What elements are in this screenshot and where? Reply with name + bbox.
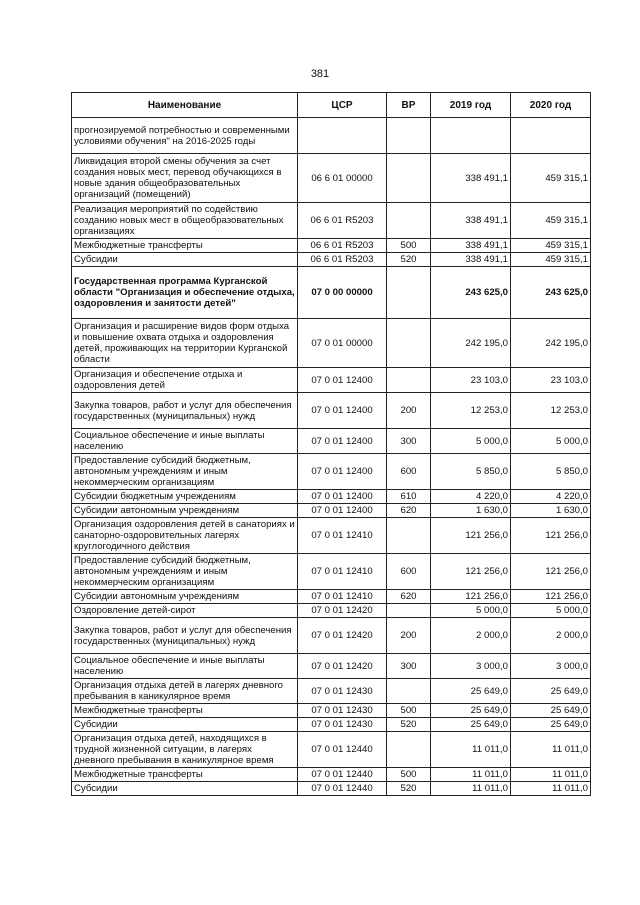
row-2020-cell: 1 630,0: [511, 504, 591, 518]
row-csr-cell: 07 0 01 12420: [298, 618, 387, 654]
row-2020-cell: 459 315,1: [511, 154, 591, 203]
row-csr-cell: 07 0 01 00000: [298, 319, 387, 368]
row-2020-cell: 3 000,0: [511, 654, 591, 679]
row-vr-cell: [387, 604, 431, 618]
row-name-cell: Предоставление субсидий бюджетным, автономным учреждениям и иным некоммерческим организациям: [72, 454, 298, 490]
row-name-cell: Ликвидация второй смены обучения за счет создания новых мест, перевод обучающихся в новые здания общеобразовательных организаций (помещений): [72, 154, 298, 203]
row-csr-cell: 07 0 01 12410: [298, 590, 387, 604]
row-csr-cell: 07 0 01 12440: [298, 782, 387, 796]
row-csr-cell: 07 0 01 12400: [298, 429, 387, 454]
row-name-cell: Субсидии: [72, 782, 298, 796]
row-csr-cell: 06 6 01 R5203: [298, 253, 387, 267]
table-row: [72, 319, 591, 368]
row-vr-cell: [387, 679, 431, 704]
row-vr-cell: [387, 518, 431, 554]
row-2019-cell: 12 253,0: [431, 393, 511, 429]
row-csr-cell: 07 0 01 12430: [298, 718, 387, 732]
row-csr-cell: 07 0 01 12410: [298, 518, 387, 554]
row-2019-cell: 11 011,0: [431, 768, 511, 782]
row-name-cell: Организация оздоровления детей в санаториях и санаторно-оздоровительных лагерях круглогодичного действия: [72, 518, 298, 554]
row-csr-cell: 07 0 01 12430: [298, 679, 387, 704]
row-vr-cell: 520: [387, 253, 431, 267]
row-vr-cell: 300: [387, 654, 431, 679]
row-csr-cell: 07 0 00 00000: [298, 267, 387, 319]
row-vr-cell: 520: [387, 718, 431, 732]
row-2019-cell: 11 011,0: [431, 782, 511, 796]
table-row: [72, 118, 591, 154]
row-2019-cell: 5 850,0: [431, 454, 511, 490]
row-csr-cell: 07 0 01 12420: [298, 654, 387, 679]
row-2020-cell: 243 625,0: [511, 267, 591, 319]
row-csr-cell: 07 0 01 12420: [298, 604, 387, 618]
header-csr: ЦСР: [298, 93, 387, 118]
row-2019-cell: 242 195,0: [431, 319, 511, 368]
table-row: [72, 203, 591, 239]
row-name-cell: Субсидии бюджетным учреждениям: [72, 490, 298, 504]
table-row: [72, 518, 591, 554]
row-2020-cell: 25 649,0: [511, 718, 591, 732]
table-row: [72, 768, 591, 782]
row-2019-cell: 338 491,1: [431, 239, 511, 253]
row-name-cell: Социальное обеспечение и иные выплаты населению: [72, 654, 298, 679]
row-name-cell: Закупка товаров, работ и услуг для обеспечения государственных (муниципальных) нужд: [72, 618, 298, 654]
row-name-cell: Межбюджетные трансферты: [72, 768, 298, 782]
row-csr-cell: 07 0 01 12400: [298, 368, 387, 393]
row-2020-cell: 2 000,0: [511, 618, 591, 654]
row-vr-cell: 600: [387, 454, 431, 490]
row-2020-cell: 4 220,0: [511, 490, 591, 504]
table-row: [72, 654, 591, 679]
row-csr-cell: 07 0 01 12400: [298, 490, 387, 504]
row-2019-cell: 121 256,0: [431, 554, 511, 590]
row-vr-cell: 200: [387, 393, 431, 429]
row-2020-cell: 25 649,0: [511, 679, 591, 704]
row-vr-cell: 500: [387, 768, 431, 782]
row-2019-cell: 338 491,1: [431, 253, 511, 267]
row-vr-cell: 500: [387, 704, 431, 718]
row-2020-cell: 121 256,0: [511, 590, 591, 604]
row-name-cell: Организация и обеспечение отдыха и оздоровления детей: [72, 368, 298, 393]
row-name-cell: Субсидии автономным учреждениям: [72, 590, 298, 604]
row-vr-cell: 600: [387, 554, 431, 590]
budget-table: [71, 92, 591, 796]
row-vr-cell: 610: [387, 490, 431, 504]
row-2019-cell: 11 011,0: [431, 732, 511, 768]
table-row: [72, 239, 591, 253]
row-name-cell: Оздоровление детей-сирот: [72, 604, 298, 618]
row-2020-cell: 11 011,0: [511, 782, 591, 796]
row-csr-cell: 07 0 01 12410: [298, 554, 387, 590]
row-name-cell: Организация отдыха детей в лагерях дневного пребывания в каникулярное время: [72, 679, 298, 704]
row-2020-cell: 23 103,0: [511, 368, 591, 393]
table-body: [72, 118, 591, 796]
row-vr-cell: 620: [387, 590, 431, 604]
row-2019-cell: 25 649,0: [431, 704, 511, 718]
row-vr-cell: [387, 319, 431, 368]
table-row: [72, 429, 591, 454]
row-2019-cell: 2 000,0: [431, 618, 511, 654]
row-2019-cell: 3 000,0: [431, 654, 511, 679]
row-name-cell: Организация отдыха детей, находящихся в трудной жизненной ситуации, в лагерях дневного пребывания в каникулярное время: [72, 732, 298, 768]
row-vr-cell: [387, 154, 431, 203]
table-row: [72, 732, 591, 768]
row-2019-cell: 5 000,0: [431, 604, 511, 618]
row-2020-cell: 121 256,0: [511, 518, 591, 554]
row-name-cell: Реализация мероприятий по содействию созданию новых мест в общеобразовательных организациях: [72, 203, 298, 239]
row-csr-cell: 07 0 01 12400: [298, 454, 387, 490]
row-csr-cell: 06 6 01 R5203: [298, 203, 387, 239]
row-2020-cell: 459 315,1: [511, 239, 591, 253]
row-2020-cell: 11 011,0: [511, 732, 591, 768]
row-2020-cell: 25 649,0: [511, 704, 591, 718]
header-2019: 2019 год: [431, 93, 511, 118]
row-vr-cell: 620: [387, 504, 431, 518]
table-row: [72, 618, 591, 654]
row-name-cell: Субсидии: [72, 253, 298, 267]
row-2019-cell: 121 256,0: [431, 590, 511, 604]
row-2019-cell: 23 103,0: [431, 368, 511, 393]
row-csr-cell: 07 0 01 12430: [298, 704, 387, 718]
table-row: [72, 154, 591, 203]
header-vr: ВР: [387, 93, 431, 118]
row-2019-cell: 243 625,0: [431, 267, 511, 319]
table-row: [72, 267, 591, 319]
row-2019-cell: [431, 118, 511, 154]
row-2020-cell: 12 253,0: [511, 393, 591, 429]
row-2020-cell: 242 195,0: [511, 319, 591, 368]
row-2020-cell: 121 256,0: [511, 554, 591, 590]
row-csr-cell: [298, 118, 387, 154]
row-csr-cell: 07 0 01 12440: [298, 732, 387, 768]
row-name-cell: Межбюджетные трансферты: [72, 704, 298, 718]
row-vr-cell: [387, 732, 431, 768]
row-name-cell: Государственная программа Курганской области "Организация и обеспечение отдыха, оздоровления и занятости детей": [72, 267, 298, 319]
page-number: 381: [310, 68, 330, 80]
row-csr-cell: 06 6 01 00000: [298, 154, 387, 203]
row-name-cell: Закупка товаров, работ и услуг для обеспечения государственных (муниципальных) нужд: [72, 393, 298, 429]
row-2020-cell: 5 000,0: [511, 604, 591, 618]
table-row: [72, 554, 591, 590]
row-2019-cell: 121 256,0: [431, 518, 511, 554]
table-row: [72, 454, 591, 490]
row-2020-cell: 5 000,0: [511, 429, 591, 454]
table-row: [72, 782, 591, 796]
row-vr-cell: [387, 368, 431, 393]
row-vr-cell: [387, 203, 431, 239]
row-csr-cell: 07 0 01 12400: [298, 393, 387, 429]
table-row: [72, 253, 591, 267]
row-name-cell: прогнозируемой потребностью и современными условиями обучения" на 2016-2025 годы: [72, 118, 298, 154]
row-2020-cell: 11 011,0: [511, 768, 591, 782]
table-row: [72, 679, 591, 704]
row-name-cell: Межбюджетные трансферты: [72, 239, 298, 253]
row-vr-cell: 200: [387, 618, 431, 654]
table-row: [72, 604, 591, 618]
row-2020-cell: [511, 118, 591, 154]
row-name-cell: Субсидии: [72, 718, 298, 732]
table-row: [72, 504, 591, 518]
table-row: [72, 590, 591, 604]
row-2019-cell: 338 491,1: [431, 154, 511, 203]
row-vr-cell: 300: [387, 429, 431, 454]
row-2020-cell: 459 315,1: [511, 203, 591, 239]
row-2019-cell: 1 630,0: [431, 504, 511, 518]
table-row: [72, 368, 591, 393]
row-2019-cell: 338 491,1: [431, 203, 511, 239]
row-vr-cell: [387, 118, 431, 154]
row-name-cell: Социальное обеспечение и иные выплаты населению: [72, 429, 298, 454]
table-header-row: [72, 93, 591, 118]
row-name-cell: Организация и расширение видов форм отдыха и повышение охвата отдыха и оздоровления детей, проживающих на территории Курганской области: [72, 319, 298, 368]
row-2019-cell: 25 649,0: [431, 718, 511, 732]
row-name-cell: Предоставление субсидий бюджетным, автономным учреждениям и иным некоммерческим организациям: [72, 554, 298, 590]
row-csr-cell: 07 0 01 12400: [298, 504, 387, 518]
table-row: [72, 718, 591, 732]
table-row: [72, 704, 591, 718]
row-2019-cell: 25 649,0: [431, 679, 511, 704]
row-vr-cell: [387, 267, 431, 319]
row-2019-cell: 5 000,0: [431, 429, 511, 454]
table-row: [72, 393, 591, 429]
row-2020-cell: 5 850,0: [511, 454, 591, 490]
row-csr-cell: 07 0 01 12440: [298, 768, 387, 782]
header-2020: 2020 год: [511, 93, 591, 118]
row-2020-cell: 459 315,1: [511, 253, 591, 267]
table-row: [72, 490, 591, 504]
row-name-cell: Субсидии автономным учреждениям: [72, 504, 298, 518]
row-vr-cell: 500: [387, 239, 431, 253]
header-name: Наименование: [72, 93, 298, 118]
row-2019-cell: 4 220,0: [431, 490, 511, 504]
row-vr-cell: 520: [387, 782, 431, 796]
row-csr-cell: 06 6 01 R5203: [298, 239, 387, 253]
